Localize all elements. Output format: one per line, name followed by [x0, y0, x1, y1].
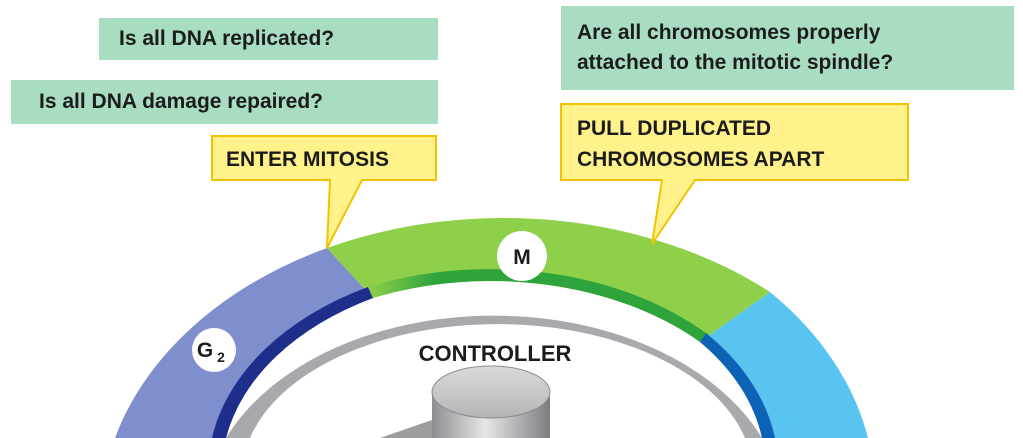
m-phase-label: M [513, 246, 531, 269]
enter-mitosis-text: ENTER MITOSIS [226, 148, 389, 171]
dna-damage-text: Is all DNA damage repaired? [39, 90, 323, 113]
pull-apart-line2: CHROMOSOMES APART [577, 148, 825, 171]
chromosomes-attached-question [561, 6, 1014, 90]
chromosomes-attached-line1: Are all chromosomes properly [577, 21, 881, 44]
pull-apart-line1: PULL DUPLICATED [577, 117, 772, 140]
enter-mitosis-label [226, 144, 389, 175]
dna-replicated-text: Is all DNA replicated? [119, 27, 335, 50]
pull-apart-label [577, 113, 824, 175]
g2-phase-label: G [196, 339, 214, 362]
controller-label: CONTROLLER [418, 341, 572, 366]
chromosomes-attached-line2: attached to the mitotic spindle? [577, 51, 894, 74]
g2-phase-subscript: 2 [217, 349, 225, 365]
dna-replicated-question [99, 18, 438, 60]
dna-damage-question [11, 80, 438, 124]
